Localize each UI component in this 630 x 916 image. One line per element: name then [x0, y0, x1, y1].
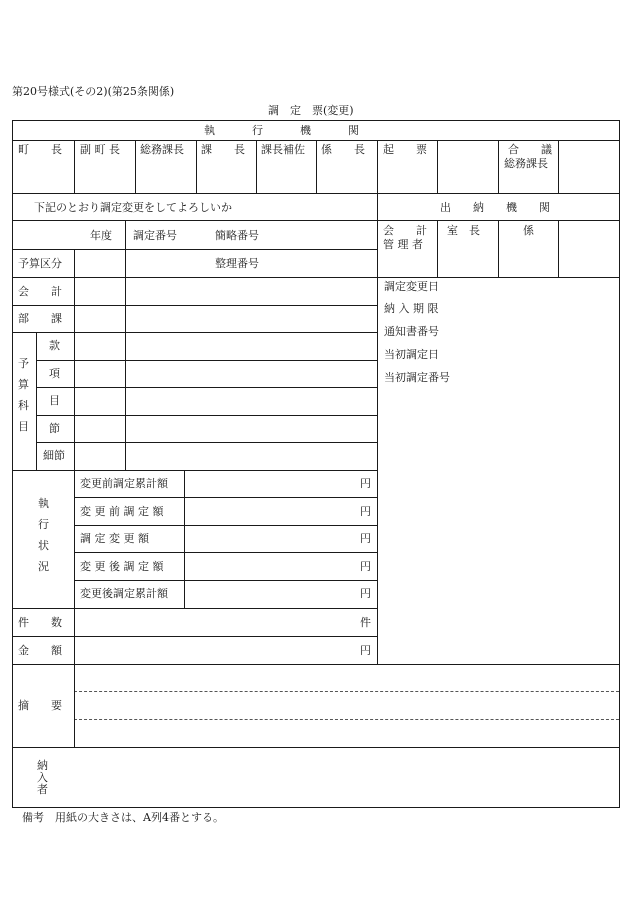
kamoku-kan: 款: [49, 339, 60, 352]
kingaku-unit: 円: [360, 644, 371, 657]
exec-row-5: 変更後調定累計額: [80, 587, 168, 600]
info-chotei-henkobi: 調定変更日: [384, 280, 439, 293]
treasury-kaikei: 会 計: [383, 224, 427, 237]
footer-note: 備考 用紙の大きさは、A列4番とする。: [22, 811, 224, 824]
exec-row-2: 変 更 前 調 定 額: [80, 505, 164, 518]
form-title: 調 定 票(変更): [268, 104, 354, 117]
yosan-kubun-label: 予算区分: [18, 257, 62, 270]
kamoku-ko: 項: [49, 367, 60, 380]
info-tosho-choteibi: 当初調定日: [384, 348, 439, 361]
kensu-unit: 件: [360, 616, 371, 629]
exec-row-1: 変更前調定累計額: [80, 477, 168, 490]
kensu-label: 件 数: [18, 616, 62, 629]
exec-unit-2: 円: [360, 505, 371, 518]
treasury-kakari: 係: [523, 224, 534, 237]
nendo-label: 年度: [90, 229, 112, 242]
exec-unit-1: 円: [360, 477, 371, 490]
approver-fukucho: 副 町 長: [80, 143, 120, 156]
approver-kakaricho: 係 長: [321, 143, 365, 156]
consult-somu-kacho: 総務課長: [504, 157, 548, 170]
consult-label: 合 議: [508, 143, 552, 156]
bu-ka-label: 部 課: [18, 312, 62, 325]
approver-kacho: 課 長: [201, 143, 245, 156]
summary-label: 摘 要: [18, 699, 62, 712]
exec-row-4: 変 更 後 調 定 額: [80, 560, 164, 573]
kaikei-label: 会 計: [18, 285, 62, 298]
summary-dash-2: [74, 719, 619, 720]
info-tsuchisho-bango: 通知書番号: [384, 325, 439, 338]
executive-heading: 執 行 機 関: [204, 124, 360, 137]
approver-kacho-hosa: 課長補佐: [261, 143, 305, 156]
summary-dash-1: [74, 691, 619, 692]
frame-left: [12, 120, 13, 808]
approver-kihyo: 起 票: [383, 143, 427, 156]
treasury-heading: 出 納 機 関: [440, 201, 550, 214]
info-nonyu-kigen: 納 入 期 限: [384, 302, 439, 315]
frame-bottom: [12, 807, 619, 808]
chotei-bango-label: 調定番号: [133, 229, 177, 242]
payer-label: 納 入 者: [37, 759, 48, 796]
kamoku-setsu: 節: [49, 422, 60, 435]
shoryaku-bango-label: 簡略番号: [215, 229, 259, 242]
form-number: 第20号様式(その2)(第25条関係): [12, 85, 175, 98]
kingaku-label: 金 額: [18, 644, 62, 657]
exec-unit-3: 円: [360, 532, 371, 545]
yosan-kamoku-label: 予 算 科 目: [18, 357, 29, 433]
info-tosho-chotei-bango: 当初調定番号: [384, 371, 450, 384]
exec-unit-4: 円: [360, 560, 371, 573]
execution-status-label: 執 行 状 況: [38, 497, 49, 573]
exec-row-3: 調 定 変 更 額: [80, 532, 149, 545]
frame-right: [619, 120, 620, 808]
kamoku-moku: 目: [49, 394, 60, 407]
treasury-kanrisha: 管 理 者: [383, 238, 423, 251]
seiri-bango-label: 整理番号: [215, 257, 259, 270]
frame-top: [12, 120, 619, 121]
kamoku-saisetsu: 細節: [43, 449, 65, 462]
approval-statement: 下記のとおり調定変更をしてよろしいか: [34, 201, 232, 214]
exec-unit-5: 円: [360, 587, 371, 600]
approver-cho: 町 長: [18, 143, 62, 156]
treasury-shitsucho: 室 長: [447, 224, 480, 237]
approver-somu-kacho: 総務課長: [140, 143, 184, 156]
